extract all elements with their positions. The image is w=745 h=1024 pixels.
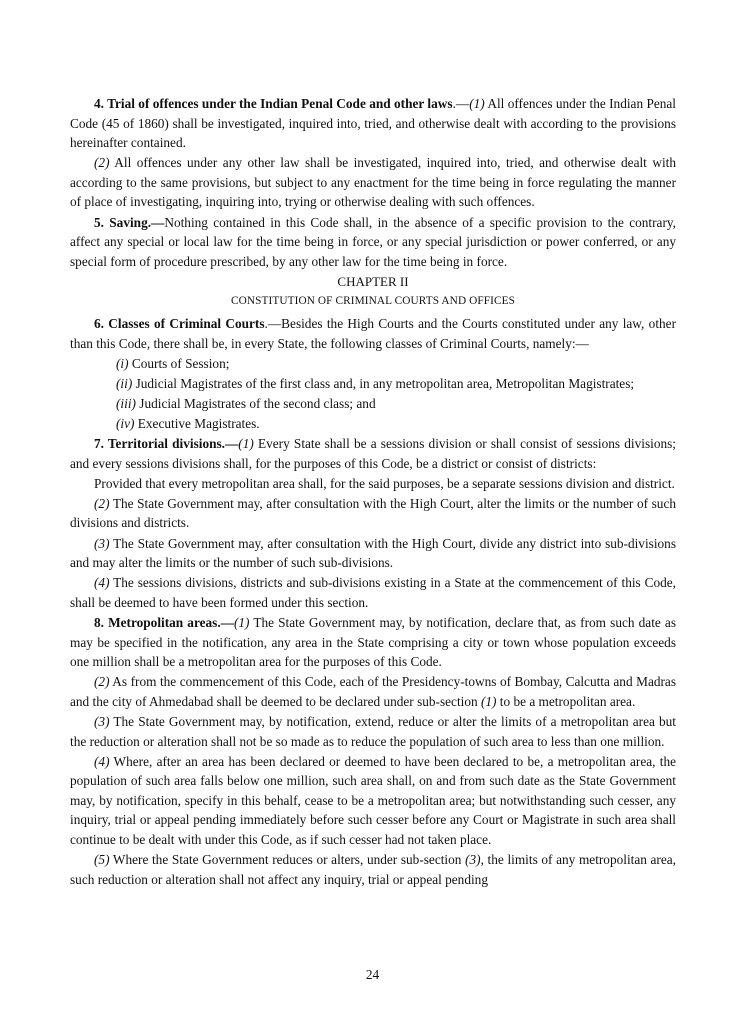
section-8-paragraph-2 <box>70 672 676 711</box>
subsection-number: (3) <box>94 535 110 551</box>
section-7-proviso: Provided that every metropolitan area shall, for the said purposes, be a separate sessions division and district. <box>94 475 675 491</box>
list-item-text: Courts of Session; <box>128 355 230 371</box>
section-7-paragraph-4 <box>70 573 676 612</box>
list-item <box>70 394 676 414</box>
section-8-sub2-text-b: to be a metropolitan area. <box>496 693 636 709</box>
section-8-sub4-text: Where, after an area has been declared or deemed to have been declared to be, a metropolitan area, the population of such area falls below one million, such area shall, on and from such date as the State Government may, by notification, specify in this behalf, cease to be a metropolitan area; but notwithstanding such cesser, any inquiry, trial or appeal pending immediately before such cesser before any Court or Magistrate in such area shall continue to be dealt with under this Code, as if such cesser had not taken place. <box>70 753 676 847</box>
section-4-paragraph-1 <box>70 94 676 153</box>
section-8-sub3-text: The State Government may, by notification, extend, reduce or alter the limits of a metropolitan area but the reduction or alteration shall not be so made as to reduce the population of such area to less than one million. <box>70 713 676 749</box>
section-7-sub4-text: The sessions divisions, districts and sub-divisions existing in a State at the commencement of this Code, shall be deemed to have been formed under this section. <box>70 575 676 610</box>
subsection-number: (2) <box>94 155 110 171</box>
section-4-sub2-text: All offences under any other law shall be investigated, inquired into, tried, and otherwise dealt with according to the same provisions, but subject to any enactment for the time being in force regulating the manner of place of investigating, inquiring into, trying or otherwise dealing with such offences. <box>70 155 676 210</box>
section-8-sub5-text-a: Where the State Government reduces or alters, under sub-section <box>109 852 466 868</box>
subsection-reference: (3) <box>465 852 481 868</box>
chapter-title: CHAPTER II <box>337 274 409 290</box>
section-7-paragraph-2 <box>70 494 676 533</box>
section-5-paragraph <box>70 213 676 272</box>
subsection-number: (1) <box>469 96 485 111</box>
subsection-number: (5) <box>94 852 110 868</box>
list-item <box>70 374 676 394</box>
section-7-sub3-text: The State Government may, after consultation with the High Court, divide any district into sub-divisions and may alter the limits or the number of such sub-divisions. <box>70 535 676 571</box>
section-7-heading: 7. Territorial divisions.— <box>94 436 239 452</box>
section-7-paragraph-1 <box>70 434 676 473</box>
section-5-heading: 5. Saving.— <box>94 214 165 230</box>
section-8-paragraph-4 <box>70 752 676 850</box>
section-8-heading: 8. Metropolitan areas.— <box>94 614 234 630</box>
section-4-heading: 4. Trial of offences under the Indian Penal Code and other laws <box>94 96 453 111</box>
subsection-number: (2) <box>94 674 110 690</box>
section-8-sub1-text: The State Government may, by notification, declare that, as from such date as may be specified in the notification, any area in the State comprising a city or town whose population exceeds one million shall be a metropolitan area for the purposes of this Code. <box>70 614 676 670</box>
list-item <box>70 414 676 434</box>
page-number: 24 <box>365 967 380 982</box>
section-4-dash: .— <box>452 96 470 111</box>
list-item-text: Judicial Magistrates of the first class and, in any metropolitan area, Metropolitan Magistrates; <box>132 375 635 391</box>
subsection-number: (2) <box>94 495 110 511</box>
section-8-sub5-text-b: , the limits of any metropolitan area, such reduction or alteration shall not affect any inquiry, trial or appeal pending <box>70 852 676 887</box>
section-7-sub2-text: The State Government may, after consultation with the High Court, alter the limits or the number of such divisions and districts. <box>70 495 676 531</box>
list-item-number: (iv) <box>116 416 135 431</box>
subsection-reference: (1) <box>480 693 497 709</box>
section-5-text: Nothing contained in this Code shall, in the absence of a specific provision to the contrary, affect any special or local law for the time being in force, or any special jurisdiction or power conferred, or any special form of procedure prescribed, by any other law for the time being in force. <box>70 214 676 269</box>
subsection-number: (4) <box>94 753 110 769</box>
section-7-sub1-text: Every State shall be a sessions division or shall consist of sessions divisions; and every sessions divisions shall, for the purposes of this Code, be a district or consist of districts: <box>70 436 676 471</box>
section-6-heading: 6. Classes of Criminal Courts <box>94 316 265 332</box>
list-item-number: (ii) <box>116 375 133 391</box>
section-8-paragraph-5 <box>70 850 676 889</box>
list-item-number: (iii) <box>116 395 136 411</box>
section-8-paragraph-1 <box>70 613 676 672</box>
document-page <box>70 94 676 890</box>
chapter-subtitle: CONSTITUTION OF CRIMINAL COURTS AND OFFICES <box>230 295 516 308</box>
list-item-text: Executive Magistrates. <box>134 416 260 431</box>
section-7-paragraph-3 <box>70 534 676 573</box>
subsection-number: (1) <box>238 436 254 452</box>
subsection-number: (3) <box>94 713 110 729</box>
section-4-sub1-text: All offences under the Indian Penal Code (45 of 1860) shall be investigated, inquired into, tried, and otherwise dealt with according to the provisions hereinafter contained. <box>70 96 676 151</box>
subsection-number: (1) <box>233 614 250 630</box>
section-6-text: .—Besides the High Courts and the Courts constituted under any law, other than this Code, there shall be, in every State, the following classes of Criminal Courts, namely:— <box>70 316 677 351</box>
section-8-paragraph-3 <box>70 712 676 751</box>
list-item-text: Judicial Magistrates of the second class; and <box>135 395 376 411</box>
list-item-number: (i) <box>116 355 129 371</box>
section-4-paragraph-2 <box>70 153 676 212</box>
subsection-number: (4) <box>94 575 110 591</box>
section-8-sub2-text-a: As from the commencement of this Code, each of the Presidency-towns of Bombay, Calcutta and Madras and the city of Ahmedabad shall be deemed to be declared under sub-section <box>70 674 676 709</box>
list-item <box>70 354 676 374</box>
section-6-paragraph <box>70 314 676 353</box>
